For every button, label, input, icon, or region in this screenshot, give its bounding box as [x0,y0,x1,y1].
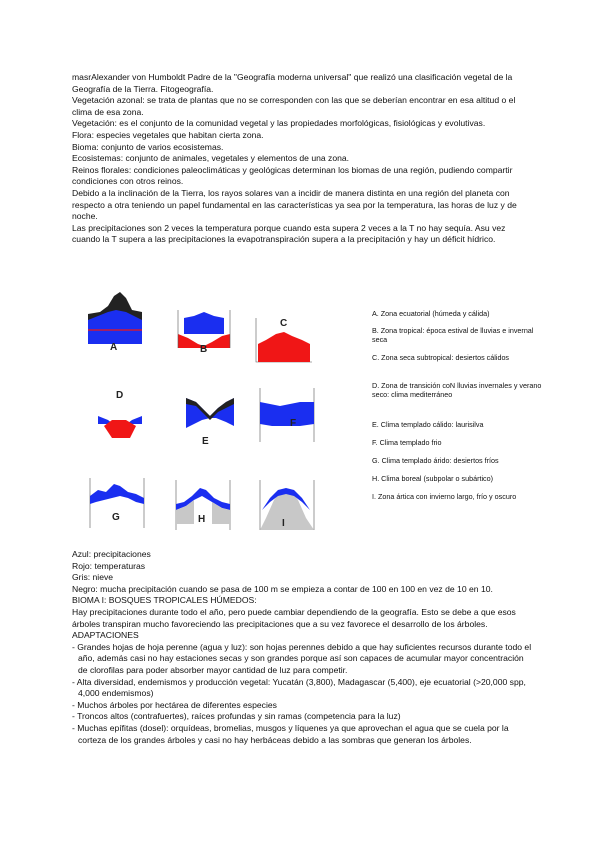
panel-letter: H [198,514,206,525]
intro-paragraph: Vegetación azonal: se trata de plantas que no se corresponden con las que se deberían encontrar en esa altitud o el clima de esa zona. [72,95,516,117]
legend-item: B. Zona tropical: época estival de lluvias e invernal seca [372,326,534,344]
panel-letter: E [202,436,209,447]
legend-item: E. Clima templado cálido: laurisilva [372,420,484,429]
panel-f [256,380,316,444]
panel-c [252,310,314,366]
intro-paragraph: Reinos florales: condiciones paleoclimáticas y geológicas determinan los biomas de una región, pudiendo compartir condiciones con otros reinos. [72,164,513,187]
bioma-text [72,549,534,746]
panel-e [182,380,238,450]
panel-letter: B [200,344,208,355]
legend-item: A. Zona ecuatorial (húmeda y cálida) [372,309,490,318]
panel-i [256,470,316,532]
panel-g [86,468,146,530]
legend-item: I. Zona ártica con invierno largo, frío y oscuro [372,492,517,501]
panel-letter: F [290,418,297,429]
adaptation-item: - Grandes hojas de hoja perenne (agua y luz): son hojas perennes debido a que hay suficientes recursos durante todo el año, además casi no hay estaciones secas y son grandes porque así son capaces de acumular mayor concentración de clorofilas para poder absorber mayor cantidad de luz para competir. [72,641,532,675]
climate-diagram-figure [86,288,316,534]
panel-g-precip-area [90,484,144,504]
panel-letter: D [116,390,124,401]
panel-letter: C [280,318,288,329]
panel-i-snow-area [260,490,314,530]
panel-h-precip-area [176,488,230,510]
legend-item: D. Zona de transición coN lluvias invernales y verano seco: clima mediterráneo [372,381,542,399]
bioma-title: BIOMA I: BOSQUES TROPICALES HÚMEDOS: [72,595,257,606]
panel-h [172,470,232,532]
panel-letter: I [282,518,285,529]
legend-item: G. Clima templado árido: desiertos fríos [372,456,499,465]
adaptaciones-heading: ADAPTACIONES [72,630,139,641]
intro-paragraph: Debido a la inclinación de la Tierra, los rayos solares van a incidir de manera distinta en una región del planeta con respecto a otra teniendo un papel fundamental en las características ya sea por la temperatura, las horas de luz y de noche. [72,187,517,222]
intro-paragraph: Las precipitaciones son 2 veces la temperatura porque cuando esta supera 2 veces a la T no hay sequía. Asu vez cuando la T supera a las precipitaciones la evapotranspiración supera a la precipitación y hay un déficit hídrico. [72,222,506,245]
panel-c-temp-area [258,332,310,362]
legend-item: C. Zona seca subtropical: desiertos cálidos [372,353,510,362]
panel-f-precip-area [260,402,314,426]
panel-letter: A [110,342,118,353]
intro-paragraph: Vegetación: es el conjunto de la comunidad vegetal y las propiedades morfológicas, fisiológicas y evolutivas. [72,118,486,129]
intro-paragraph: Flora: especies vegetales que habitan cierta zona. [72,129,264,140]
panel-b-precip-area [184,312,224,334]
key-line: Azul: precipitaciones [72,549,151,559]
adaptation-item: - Troncos altos (contrafuertes), raíces profundas y sin ramas (competencia para la luz) [72,711,401,722]
bioma-paragraph: Hay precipitaciones durante todo el año, pero puede cambiar dependiendo de la geografía. Esto se debe a que esos árboles transpiran mucho favoreciendo las precipitaciones que a su vez favorece el desarrollo de los árboles. [72,606,516,629]
panel-a [86,290,144,356]
key-line: Rojo: temperaturas [72,560,146,571]
adaptation-item: - Muchas epífitas (dosel): orquídeas, bromelias, musgos y líquenes ya que aprovechan el agua que se cuela por la corteza de los grandes árboles y casi no hay herbáceas debido a las sombras que generan los árboles. [72,722,509,745]
key-line: Gris: nieve [72,572,114,583]
adaptation-item: - Muchos árboles por hectárea de diferentes especies [72,699,277,710]
panel-d [94,384,146,446]
intro-paragraph: Ecosistemas: conjunto de animales, vegetales y elementos de una zona. [72,153,350,164]
intro-text [72,72,534,246]
adaptation-item: - Alta diversidad, endemismos y producción vegetal: Yucatán (3,800), Madagascar (5,400), eje ecuatorial (>20,000 spp, 4,000 endemismos) [72,676,526,699]
panel-b [174,300,234,362]
key-line: Negro: mucha precipitación cuando se pasa de 100 m se empieza a contar de 100 en 100 en vez de 10 en 10. [72,583,493,594]
intro-paragraph: Bioma: conjunto de varios ecosistemas. [72,141,224,152]
intro-paragraph: masrAlexander von Humboldt Padre de la "Geografía moderna universal" que realizó una clasificación vegetal de la Geografía de la Tierra. Fitogeografía. [72,72,513,94]
legend-item: H. Clima boreal (subpolar o subártico) [372,474,494,483]
panel-letter: G [112,512,120,523]
legend-item: F. Clima templado frio [372,438,442,447]
